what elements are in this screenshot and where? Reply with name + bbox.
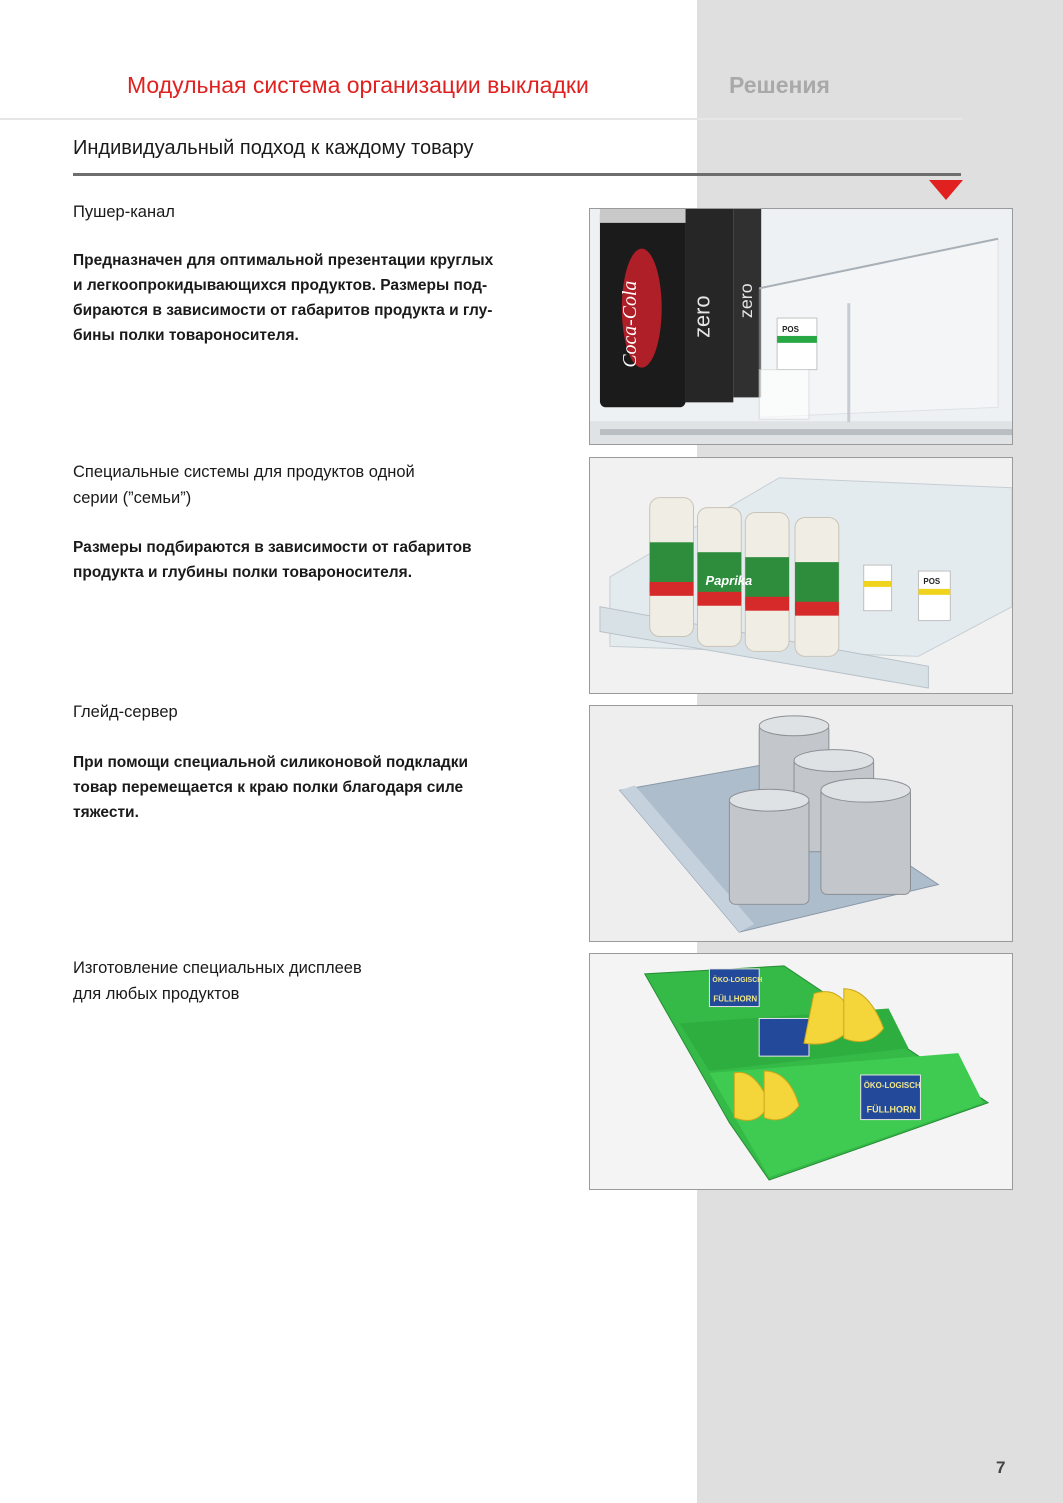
section-1-title: Пушер-канал [73, 203, 175, 221]
header-section: Решения [729, 72, 830, 98]
page-subtitle: Индивидуальный подход к каждому товару [73, 137, 474, 159]
photo-pusher-channel [589, 208, 1013, 445]
section-2-title-line-1: Специальные системы для продуктов одной [73, 463, 415, 481]
photo-family-system [589, 457, 1013, 694]
section-2-body [73, 535, 548, 585]
section-1-line-4: бины полки товароносителя. [73, 327, 299, 344]
paprika-label: Paprika [705, 572, 753, 588]
photo-custom-display [589, 953, 1013, 1190]
oko-label-1: ÖKO-LOGISCH [712, 976, 763, 984]
subtitle-divider [73, 173, 961, 176]
fullhorn-label-1: FÜLLHORN [713, 994, 758, 1004]
section-3-line-2: товар перемещается к краю полки благодаря силе [73, 779, 464, 796]
page-number: 7 [996, 1458, 1006, 1477]
section-1-line-1: Предназначен для оптимальной презентации круглых [73, 252, 494, 269]
section-3-title: Глейд-сервер [73, 703, 178, 721]
section-2-title [73, 459, 553, 511]
pos-label: POS [782, 324, 799, 334]
section-4-title-line-1: Изготовление специальных дисплеев [73, 959, 362, 977]
section-3-line-3: тяжести. [73, 804, 139, 821]
coca-cola-label: Coca-Cola [618, 280, 641, 368]
section-3-line-1: При помощи специальной силиконовой подкладки [73, 754, 469, 771]
header-divider [0, 118, 963, 120]
fullhorn-label-2: FÜLLHORN [866, 1104, 916, 1115]
zero-label: zero [689, 295, 715, 338]
section-1-line-3: бираются в зависимости от габаритов продукта и глу- [73, 302, 493, 319]
pos-label-2: POS [923, 576, 941, 586]
header-title: Модульная система организации выкладки [127, 72, 589, 98]
section-4-title-line-2: для любых продуктов [73, 985, 240, 1003]
section-4-title [73, 955, 553, 1007]
section-1-body [73, 248, 548, 348]
section-3-body [73, 750, 548, 825]
section-2-line-2: продукта и глубины полки товароносителя. [73, 564, 412, 581]
oko-label-2: ÖKO-LOGISCH [863, 1080, 921, 1090]
section-2-line-1: Размеры подбираются в зависимости от габаритов [73, 539, 472, 556]
triangle-marker-icon [929, 180, 963, 200]
photo-glide-server [589, 705, 1013, 942]
zero-label-2: zero [736, 283, 757, 319]
section-2-title-line-2: серии (”семьи”) [73, 489, 192, 507]
section-1-line-2: и легкоопрокидывающихся продуктов. Размеры под- [73, 277, 488, 294]
